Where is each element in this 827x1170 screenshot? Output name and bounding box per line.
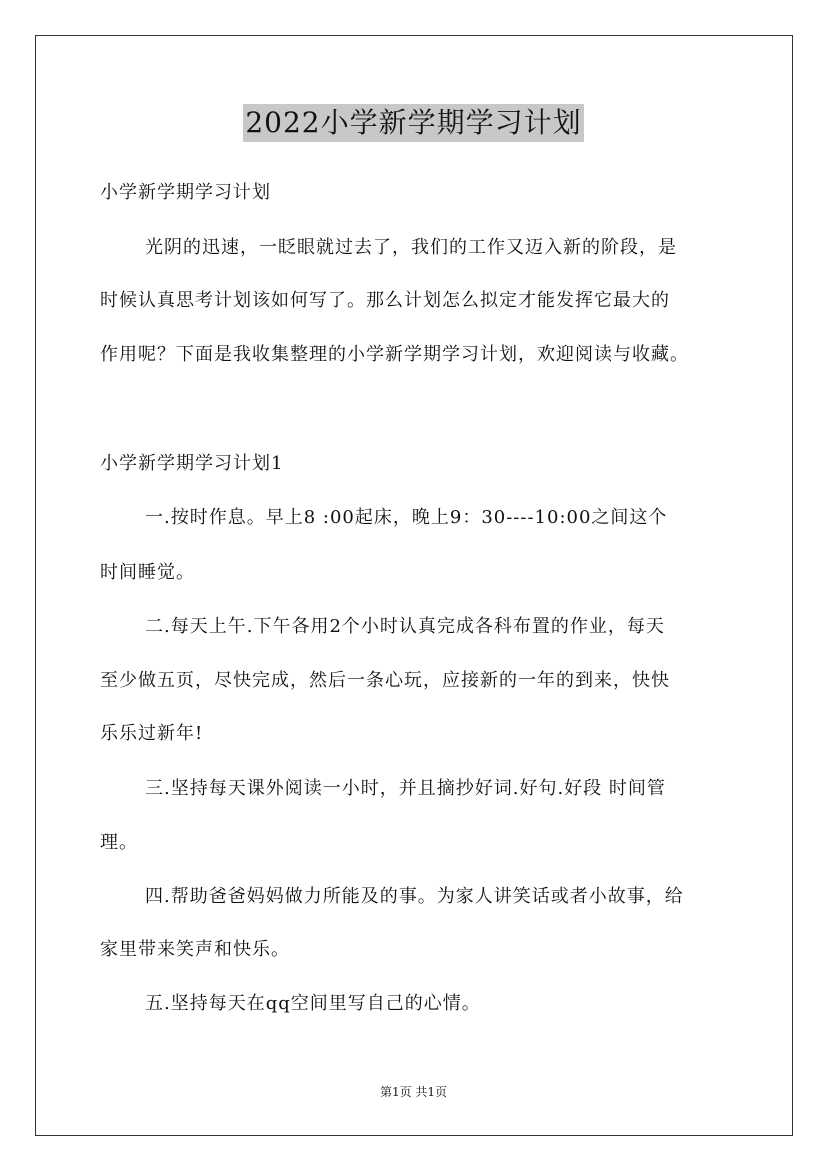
paragraph-line: 理。 — [100, 832, 138, 853]
document-title: 2022小学新学期学习计划 — [243, 104, 583, 142]
paragraph-line: 一.按时作息。早上8 :00起床，晚上9：30----10:00之间这个 — [145, 507, 668, 528]
paragraph-line: 三.坚持每天课外阅读一小时，并且摘抄好词.好句.好段 时间管 — [145, 778, 666, 799]
paragraph-line: 时候认真思考计划该如何写了。那么计划怎么拟定才能发挥它最大的 — [100, 290, 670, 311]
paragraph-line: 五.坚持每天在qq空间里写自己的心情。 — [145, 993, 481, 1014]
subtitle-line: 小学新学期学习计划 — [100, 182, 271, 203]
paragraph-line: 二.每天上午.下午各用2个小时认真完成各科布置的作业，每天 — [145, 616, 665, 637]
section-heading: 小学新学期学习计划1 — [100, 453, 284, 474]
paragraph-line: 四.帮助爸爸妈妈做力所能及的事。为家人讲笑话或者小故事，给 — [145, 886, 684, 907]
paragraph-line: 乐乐过新年! — [100, 723, 204, 744]
paragraph-line: 光阴的迅速，一眨眼就过去了，我们的工作又迈入新的阶段，是 — [145, 237, 677, 258]
paragraph-line: 作用呢？下面是我收集整理的小学新学期学习计划，欢迎阅读与收藏。 — [100, 344, 689, 365]
page-footer: 第1页 共1页 — [379, 1085, 448, 1099]
paragraph-line: 家里带来笑声和快乐。 — [100, 939, 290, 960]
paragraph-line: 至少做五页，尽快完成，然后一条心玩，应接新的一年的到来，快快 — [100, 670, 670, 691]
title-block — [0, 104, 827, 142]
paragraph-line: 时间睡觉。 — [100, 562, 195, 583]
